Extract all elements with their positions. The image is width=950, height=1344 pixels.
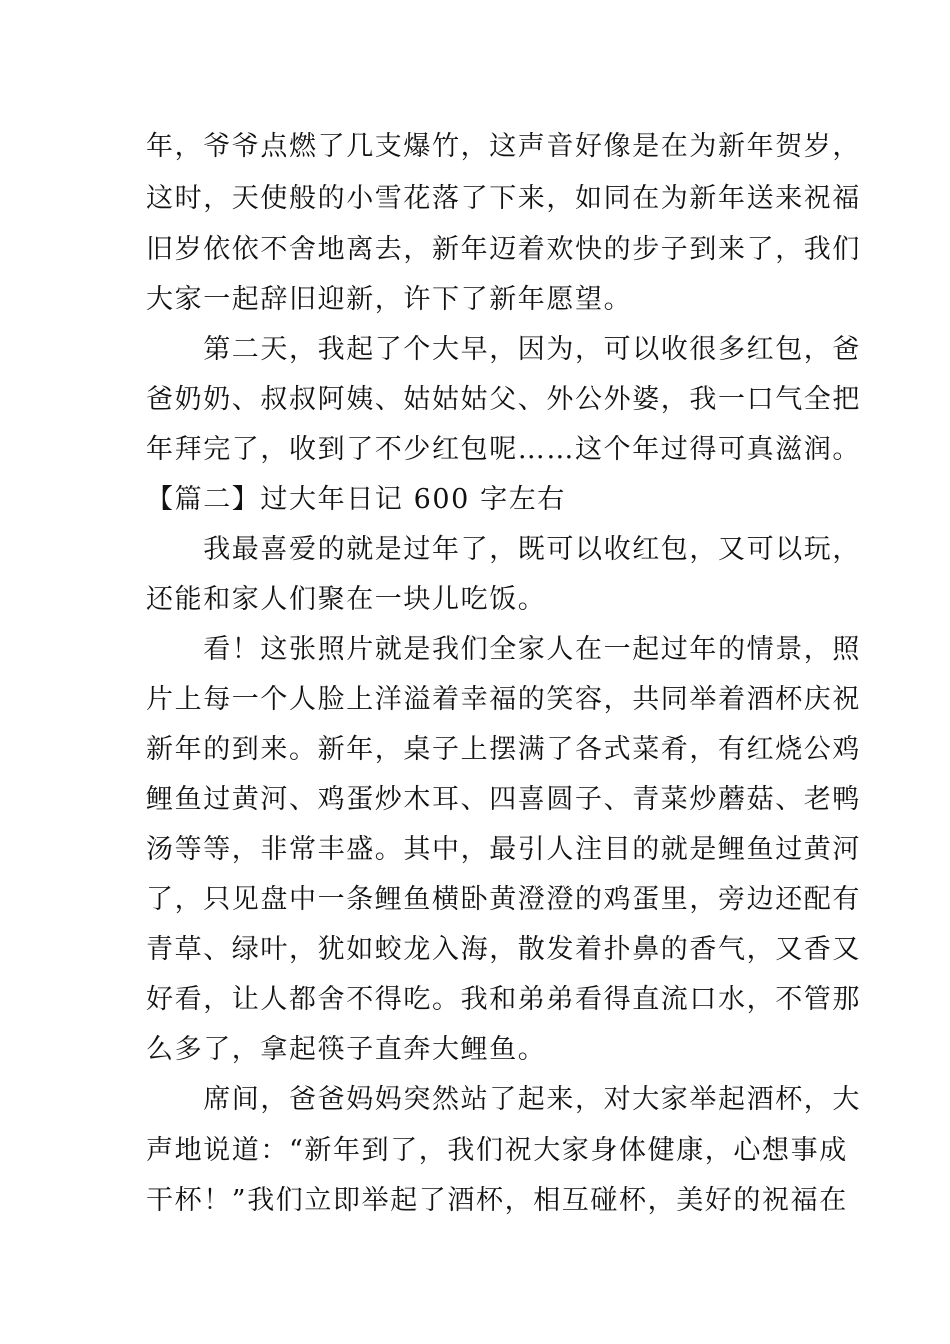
text-line: 么多了，拿起筷子直奔大鲤鱼。	[146, 1034, 547, 1065]
text-line: 爸奶奶、叔叔阿姨、姑姑姑父、外公外婆，我一口气全把	[146, 384, 861, 415]
text-line: 年，爷爷点燃了几支爆竹，这声音好像是在为新年贺岁，	[146, 131, 861, 162]
text-line: 席间，爸爸妈妈突然站了起来，对大家举起酒杯，大	[146, 1084, 861, 1115]
text-line: 大家一起辞旧迎新，许下了新年愿望。	[146, 284, 633, 315]
text-line: 声地说道：“新年到了，我们祝大家身体健康，心想事成	[146, 1135, 848, 1166]
text-line: 我最喜爱的就是过年了，既可以收红包，又可以玩，	[146, 534, 861, 565]
text-line: 好看，让人都舍不得吃。我和弟弟看得直流口水，不管那	[146, 984, 861, 1015]
text-line: 片上每一个人脸上洋溢着幸福的笑容，共同举着酒杯庆祝	[146, 684, 861, 715]
text-line: 干杯！”我们立即举起了酒杯，相互碰杯，美好的祝福在	[146, 1185, 848, 1216]
text-line: 了，只见盘中一条鲤鱼横卧黄澄澄的鸡蛋里，旁边还配有	[146, 884, 861, 915]
text-line: 年拜完了，收到了不少红包呢……这个年过得可真滋润。	[146, 434, 861, 465]
text-line: 鲤鱼过黄河、鸡蛋炒木耳、四喜圆子、青菜炒蘑菇、老鸭	[146, 784, 861, 815]
text-line: 旧岁依依不舍地离去，新年迈着欢快的步子到来了，我们	[146, 234, 861, 265]
text-line: 第二天，我起了个大早，因为，可以收很多红包，爸	[146, 334, 861, 365]
text-line: 青草、绿叶，犹如蛟龙入海，散发着扑鼻的香气，又香又	[146, 934, 861, 965]
text-line: 还能和家人们聚在一块儿吃饭。	[146, 584, 547, 615]
text-line: 看！这张照片就是我们全家人在一起过年的情景，照	[146, 634, 861, 665]
section-heading: 【篇二】过大年日记 600 字左右	[146, 484, 566, 515]
text-line: 这时，天使般的小雪花落了下来，如同在为新年送来祝福	[146, 183, 861, 214]
text-line: 汤等等，非常丰盛。其中，最引人注目的就是鲤鱼过黄河	[146, 834, 861, 865]
text-line: 新年的到来。新年，桌子上摆满了各式菜肴，有红烧公鸡	[146, 734, 861, 765]
